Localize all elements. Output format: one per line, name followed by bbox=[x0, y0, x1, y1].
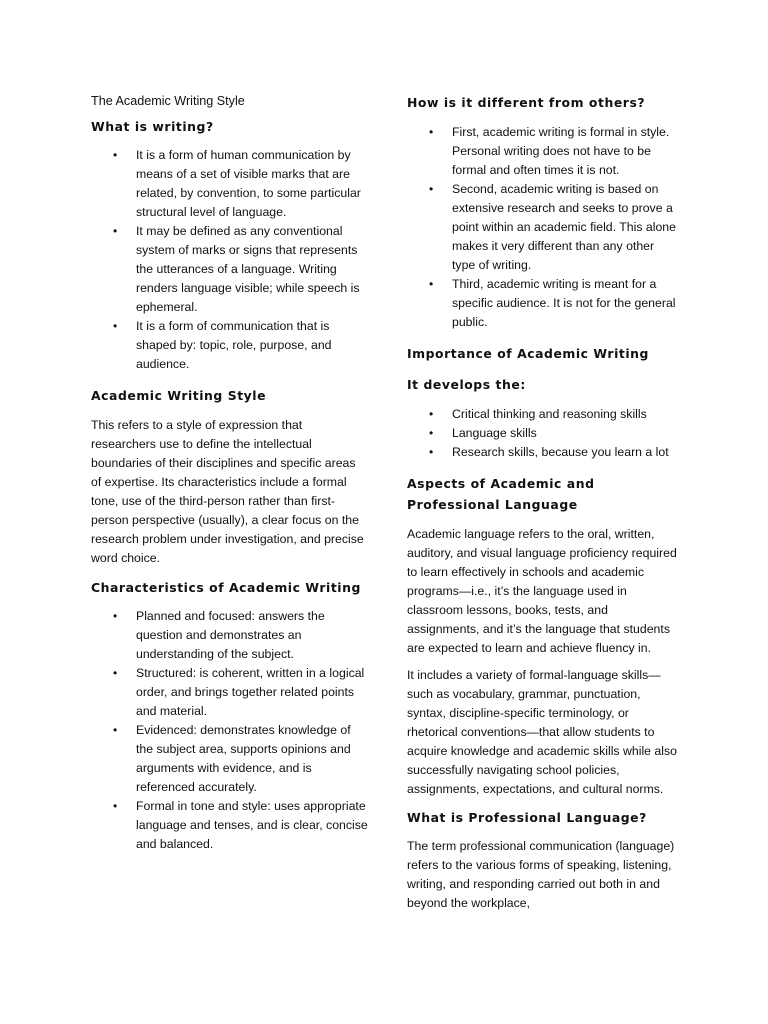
list-item: • Planned and focused: answers the question and demonstrates an understanding of the subject. bbox=[113, 608, 325, 661]
bullet-icon: • bbox=[429, 425, 434, 440]
heading-aspects: Aspects of Academic and Professional Language bbox=[407, 475, 595, 512]
document-title: The Academic Writing Style bbox=[91, 94, 245, 108]
list-item: • It is a form of human communication by means of a set of visible marks that are related, by convention, to some particular structural level of language. bbox=[113, 147, 361, 219]
heading-how-different: How is it different from others? bbox=[407, 95, 646, 110]
list-characteristics bbox=[91, 607, 369, 854]
paragraph-academic-writing-style: This refers to a style of expression that researchers use to define the intellectual boundaries of their disciplines and specific areas of expertise. Its characteristics include a formal tone, use of the third-person rather than first-person perspective (usually), a clear focus on the research problem under investigation, and precise word choice. bbox=[91, 418, 364, 565]
bullet-icon: • bbox=[113, 318, 118, 333]
bullet-icon: • bbox=[113, 798, 118, 813]
heading-characteristics: Characteristics of Academic Writing bbox=[91, 580, 361, 595]
right-column bbox=[407, 92, 679, 913]
subheading-develops: It develops the: bbox=[407, 377, 526, 392]
list-how-different bbox=[407, 123, 679, 332]
heading-importance: Importance of Academic Writing bbox=[407, 345, 649, 361]
bullet-icon: • bbox=[113, 608, 118, 623]
bullet-icon: • bbox=[429, 444, 434, 459]
heading-what-is-writing: What is writing? bbox=[91, 119, 214, 134]
bullet-icon: • bbox=[113, 665, 118, 680]
list-item: • It may be defined as any conventional system of marks or signs that represents the utterances of a language. Writing renders language visible; while speech is ephemeral. bbox=[113, 223, 360, 314]
list-item: • Critical thinking and reasoning skills bbox=[407, 405, 679, 424]
list-item: • It is a form of communication that is shaped by: topic, role, purpose, and audience. bbox=[113, 318, 332, 371]
bullet-icon: • bbox=[113, 223, 118, 238]
bullet-icon: • bbox=[429, 276, 434, 291]
paragraph-aspects-1: Academic language refers to the oral, written, auditory, and visual language proficiency required to learn effectively in schools and academic programs—i.e., it’s the language used in classroom lessons, books, tests, and assignments, and it’s the language that students are expected to learn and achieve fluency in. bbox=[407, 526, 677, 655]
heading-professional: What is Professional Language? bbox=[407, 809, 647, 825]
bullet-icon: • bbox=[113, 722, 118, 737]
bullet-icon: • bbox=[429, 406, 434, 421]
list-item: • Formal in tone and style: uses appropriate language and tenses, and is clear, concise and balanced. bbox=[113, 798, 368, 851]
list-what-is-writing bbox=[91, 146, 369, 374]
paragraph-professional: The term professional communication (language) refers to the various forms of speaking, listening, writing, and responding carried out both in and beyond the workplace, bbox=[407, 839, 675, 910]
heading-academic-writing-style: Academic Writing Style bbox=[91, 387, 267, 403]
paragraph-aspects-2: It includes a variety of formal-language skills—such as vocabulary, grammar, punctuation, syntax, discipline-specific terminology, or rhetorical conventions—that allow students to acquire knowledge and academic skills while also successfully navigating school policies, assignments, expectations, and cultural norms. bbox=[407, 667, 677, 796]
list-item: • Language skills bbox=[407, 424, 679, 443]
list-item: • First, academic writing is formal in style. Personal writing does not have to be formal and often times it is not. bbox=[429, 124, 670, 177]
list-item: • Second, academic writing is based on extensive research and seeks to prove a point within an academic field. This alone makes it very different than any other type of writing. bbox=[429, 181, 676, 272]
bullet-icon: • bbox=[113, 147, 118, 162]
list-importance bbox=[407, 405, 679, 462]
bullet-icon: • bbox=[429, 181, 434, 196]
list-item: • Structured: is coherent, written in a logical order, and brings together related points and material. bbox=[113, 665, 365, 718]
list-item: • Evidenced: demonstrates knowledge of the subject area, supports opinions and arguments with evidence, and is referenced accurately. bbox=[113, 722, 351, 794]
list-item: • Third, academic writing is meant for a specific audience. It is not for the general public. bbox=[429, 276, 676, 329]
bullet-icon: • bbox=[429, 124, 434, 139]
left-column bbox=[91, 92, 369, 854]
list-item: • Research skills, because you learn a lot bbox=[407, 443, 679, 462]
